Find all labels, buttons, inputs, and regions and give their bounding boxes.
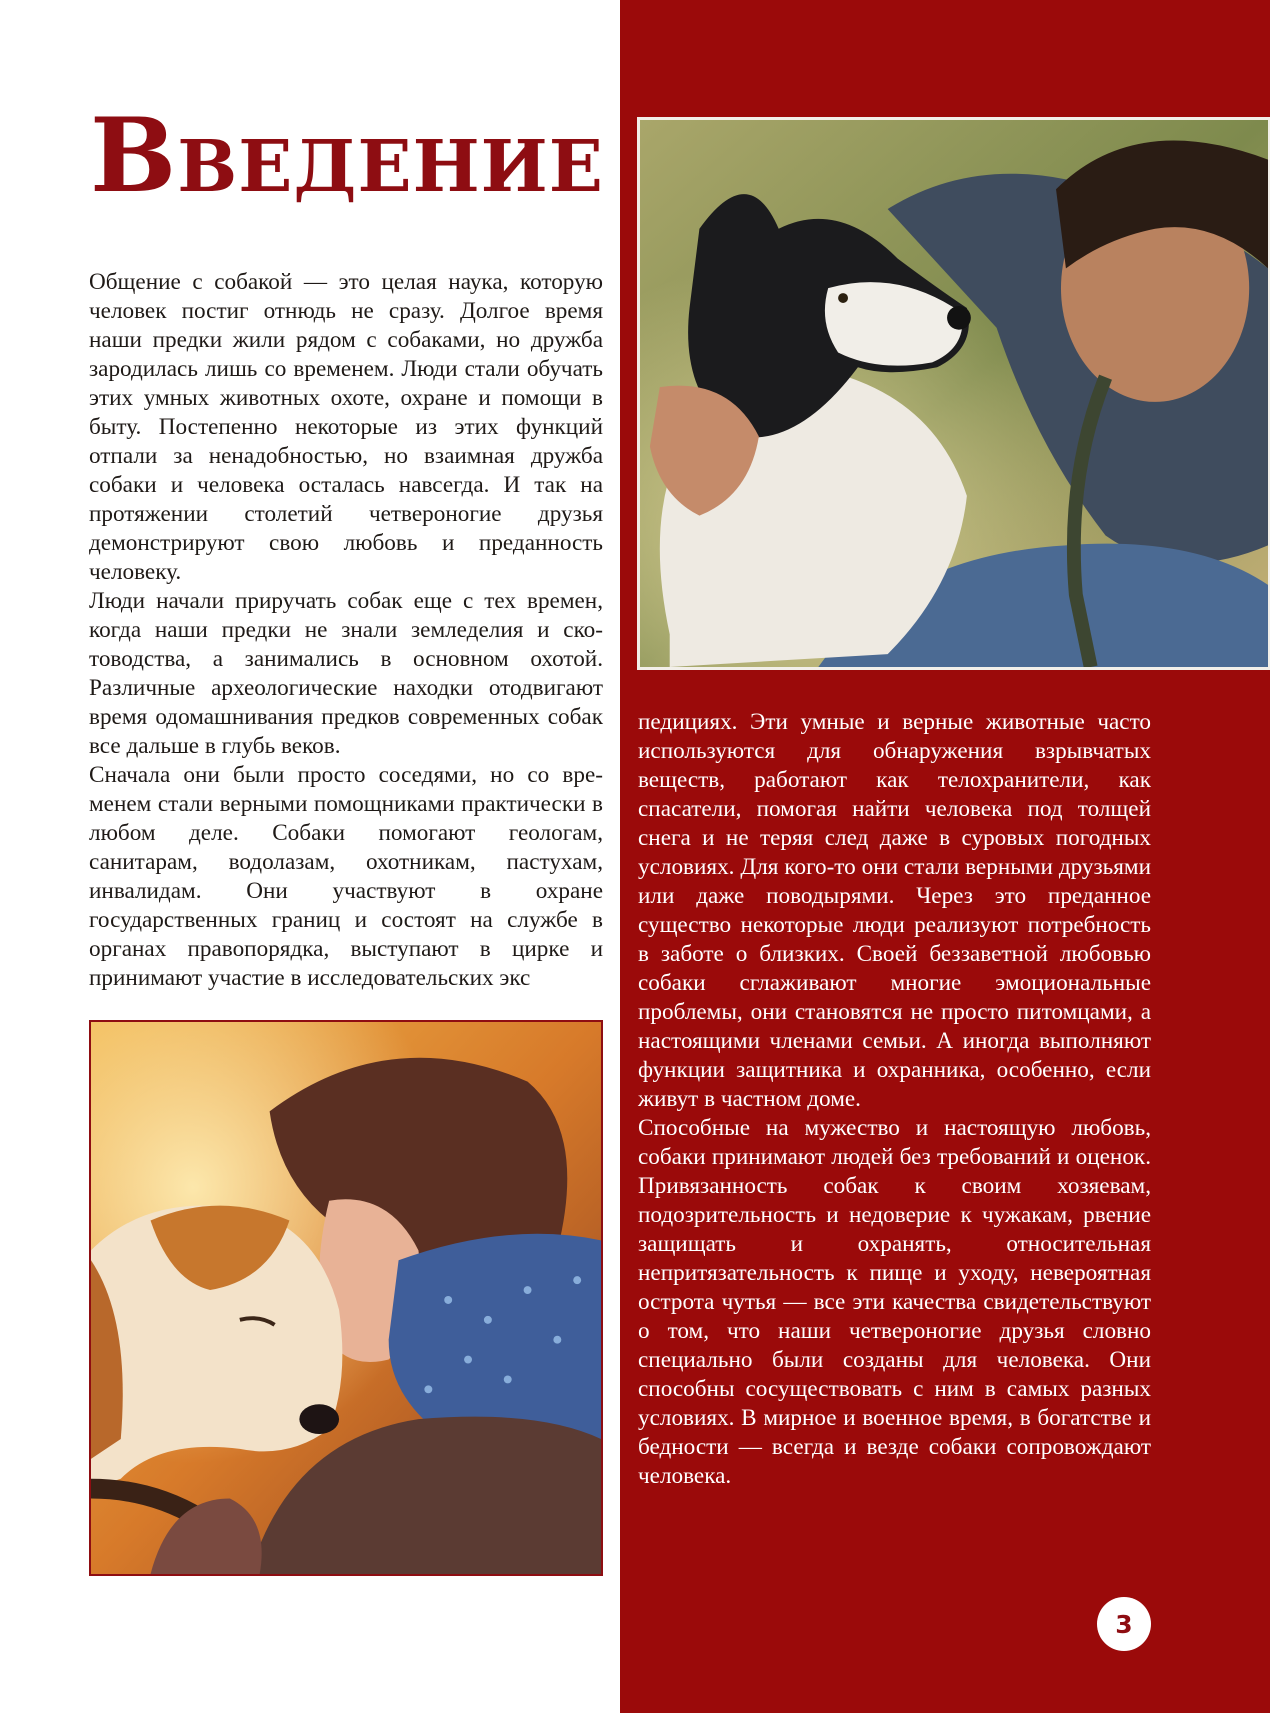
- photo-woman-with-dog: [89, 1020, 603, 1576]
- right-paragraph-1: педициях. Эти умные и верные животные часто используются для обнаружения взрывчатых веществ, работают как телохранители, как спасатели, помогая найти человека под толщей снега и не теряя след даже в суровых погодных условиях. Для кого-то они стали верными друзьями или даже поводырями. Через это преданное существо некоторые люди реализуют потребность в заботе о близких. Своей беззаветной любовью собаки сглаживают многие эмоциональные проблемы, они становятся не просто питомцами, а настоящими членами семьи. А иногда выполняют функции защитника и охранника, особенно, если живут в частном доме.: [638, 709, 1151, 1112]
- page-number-badge: 3: [1097, 1597, 1151, 1651]
- left-paragraph-2: Люди начали приручать собак еще с тех времен, когда наши предки не знали земледелия и скотоводства, а занимались в основном охотой. Различные археологические находки отодвигают время одомашнивания предков современных собак все дальше в глубь веков.: [89, 588, 603, 759]
- photo-woman-with-dog-illustration: [91, 1022, 601, 1574]
- left-paragraph-3: Сначала они были просто соседями, но со временем стали верными помощниками практически в любом деле. Собаки помогают геологам, санитарам, водолазам, охотникам, пастухам, инвалидам. Они участвуют в охране государственных границ и состоят на службе в органах правопорядка, выступают в цирке и принимают участие в исследовательских экс: [89, 762, 603, 991]
- right-paragraph-2: Способные на мужество и настоящую любовь, собаки принимают людей без требований и оценок. Привязанность собак к своим хозяевам, подозрительность и недоверие к чужакам, рвение защищать и охранять, относительная непритязательность к пище и уходу, невероятная острота чутья — все эти качества свидетельствуют о том, что наши четвероногие друзья словно специально были созданы для человека. Они способны сосуществовать с ним в самых разных условиях. В мирное и военное время, в богатстве и бедности — всегда и везде собаки сопровождают человека.: [638, 1115, 1151, 1489]
- right-text-column: [638, 708, 1151, 1491]
- left-paragraph-1: Общение с собакой — это целая наука, которую человек постиг отнюдь не сразу. Долгое время наши предки жили рядом с собаками, но дружба зародилась лишь со временем. Люди стали обучать этих умных животных охоте, охране и помощи в быту. Постепенно некоторые из этих функций отпали за ненадобностью, но взаимная дружба собаки и человека осталась навсегда. И так на протяжении столетий четвероногие друзья демонстрируют свою любовь и преданность человеку.: [89, 269, 603, 585]
- photo-man-with-dog: [637, 117, 1270, 670]
- left-text-column: [89, 268, 603, 993]
- photo-man-with-dog-illustration: [640, 120, 1268, 667]
- page-title: Введение: [90, 96, 604, 216]
